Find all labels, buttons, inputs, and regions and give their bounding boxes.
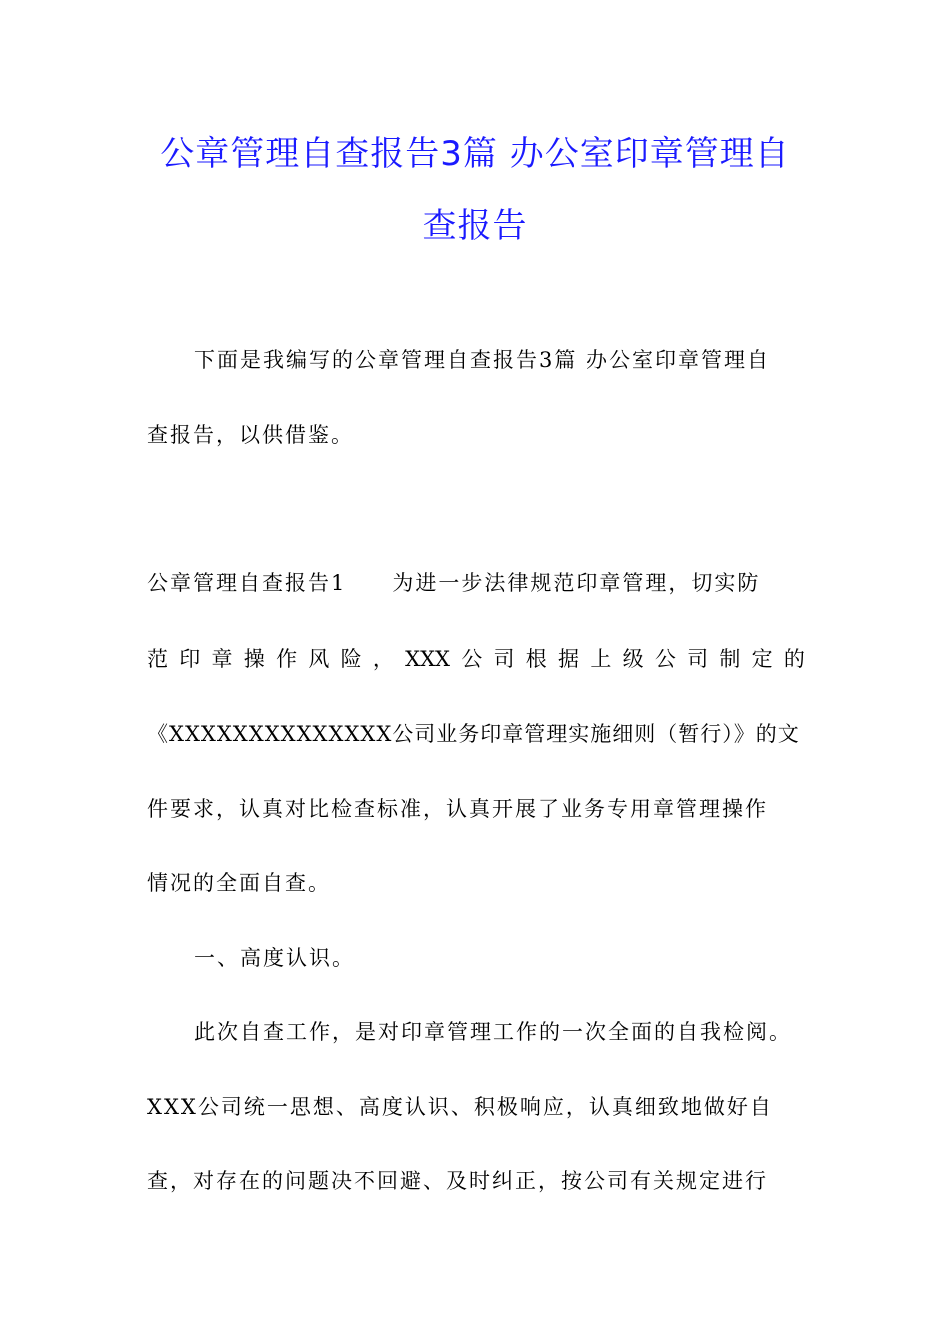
paragraph-1-line-2-char: 操: [243, 647, 265, 671]
paragraph-2-line-1: 此次自查工作，是对印章管理工作的一次全面的自我检阅。: [194, 1020, 792, 1044]
paragraph-1-line-2: [147, 645, 805, 673]
paragraph-1-line-2-char: 据: [558, 647, 580, 671]
paragraph-1-line-2-char: 的: [783, 647, 805, 671]
paragraph-1-line-2-char: 作: [276, 647, 298, 671]
intro-line-2: 查报告，以供借鉴。: [147, 423, 354, 447]
paragraph-1-line-2-char: 印: [179, 647, 201, 671]
paragraph-1-line-3: 《XXXXXXXXXXXXXX公司业务印章管理实施细则（暂行）》的文: [147, 722, 800, 746]
paragraph-1-line-2-char: 险: [340, 647, 362, 671]
paragraph-1-line-2-char: XXX: [405, 647, 450, 671]
paragraph-1-line-2-char: 制: [719, 647, 741, 671]
paragraph-2-line-2: XXX公司统一思想、高度认识、积极响应，认真细致地做好自: [147, 1095, 773, 1119]
paragraph-1-line-4: 件要求，认真对比检查标准，认真开展了业务专用章管理操作: [147, 797, 768, 821]
paragraph-1-line-2-char: 司: [493, 647, 515, 671]
paragraph-1-line-2-char: 定: [751, 647, 773, 671]
paragraph-1-line-2-char: 根: [525, 647, 547, 671]
paragraph-1-line-2-char: 公: [461, 647, 483, 671]
paragraph-1-line-2-char: 范: [147, 647, 168, 671]
paragraph-1-line-2-char: 级: [622, 647, 644, 671]
paragraph-1-line-2-char: 风: [308, 647, 330, 671]
document-title-line-1: 公章管理自查报告3篇 办公室印章管理自: [160, 134, 790, 174]
paragraph-1-line-2-char: 章: [211, 647, 233, 671]
paragraph-2-line-3: 查，对存在的问题决不回避、及时纠正，按公司有关规定进行: [147, 1169, 768, 1193]
paragraph-1-line-2-char: 公: [654, 647, 676, 671]
intro-line-1: 下面是我编写的公章管理自查报告3篇 办公室印章管理自: [194, 348, 771, 372]
paragraph-1-line-2-char: 司: [687, 647, 709, 671]
paragraph-1-line-5: 情况的全面自查。: [147, 871, 331, 895]
paragraph-1-line-2-char: ，: [372, 647, 394, 671]
paragraph-1-line-2-char: 上: [590, 647, 612, 671]
section-1-heading: 一、高度认识。: [194, 946, 355, 970]
paragraph-1-line-1: 公章管理自查报告1 为进一步法律规范印章管理，切实防: [147, 571, 761, 595]
document-title-line-2: 查报告: [422, 206, 528, 246]
